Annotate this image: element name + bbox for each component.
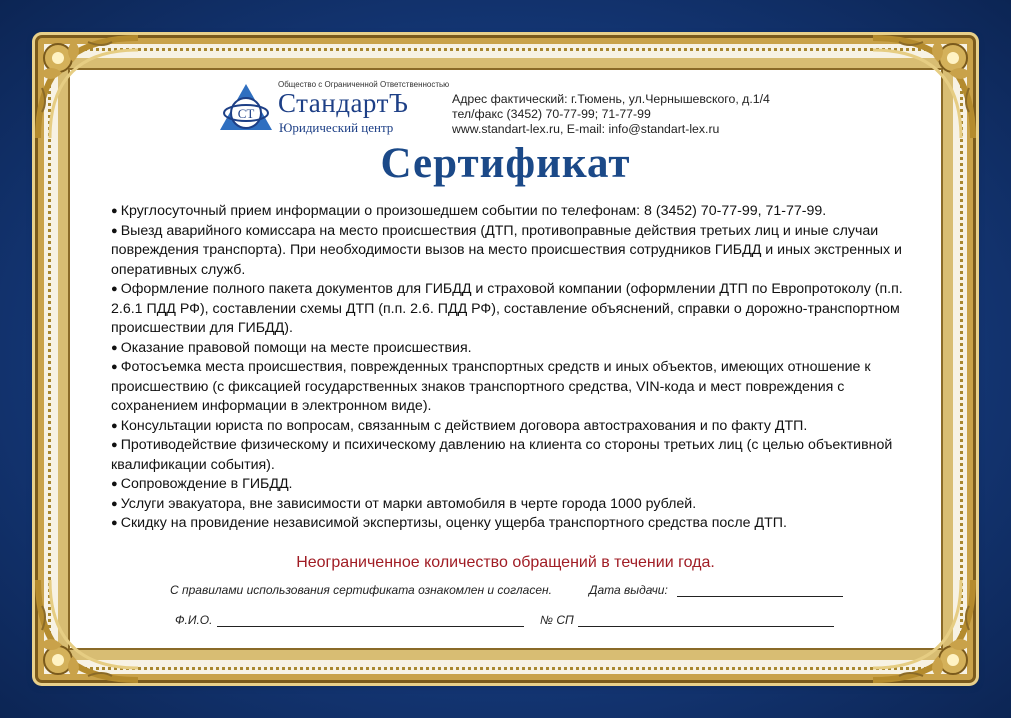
logo-mark-icon xyxy=(218,82,274,134)
fio-label: Ф.И.О. xyxy=(175,613,213,627)
fio-field[interactable] xyxy=(217,626,524,627)
unlimited-requests-notice: Неограниченное количество обращений в течении года. xyxy=(296,554,715,571)
list-item: ● Выезд аварийного комиссара на место происшествия (ДТП, противоправные действия третьих лиц и иные случаи повреждения транспорта). При необходимости вызов на место происшествия сотрудников ГИБДД и иных экстренных и оперативных служб. xyxy=(111,222,911,281)
ornament-corner-icon xyxy=(28,570,148,690)
list-item: ● Услуги эвакуатора, вне зависимости от марки автомобиля в черте города 1000 рублей. xyxy=(111,495,911,515)
list-item: ● Фотосъемка места происшествия, поврежденных транспортных средств и иных объектов, имеющих отношение к происшествию (с фиксацией государственных знаков транспортного средства, VIN-кода и мест повреждения с сохранением информации в электронном виде). xyxy=(111,358,911,417)
services-list xyxy=(111,202,911,534)
ornament-corner-icon xyxy=(28,28,148,148)
list-item: ● Оформление полного пакета документов для ГИБДД и страховой компании (оформлении ДТП по Европротоколу (п.п. 2.6.1 ПДД РФ), составлении схемы ДТП (п.п. 2.6. ПДД РФ), составление объяснений, справки о дорожно-транспортном происшествии для ГИБДД). xyxy=(111,280,911,339)
logo-mark-letters: СТ xyxy=(237,106,255,121)
certificate-number-field[interactable] xyxy=(578,626,834,627)
issue-date-label: Дата выдачи: xyxy=(589,583,668,597)
list-item: ● Круглосуточный прием информации о произошедшем событии по телефонам: 8 (3452) 70-77-99, 71-77-99. xyxy=(111,202,911,222)
list-item: ● Сопровождение в ГИБДД. xyxy=(111,475,911,495)
contact-address: Адрес фактический: г.Тюмень, ул.Чернышевского, д.1/4 xyxy=(452,92,770,106)
agreement-text: С правилами использования сертификата ознакомлен и согласен. xyxy=(170,583,552,597)
logo-legal-form: Общество с Ограниченной Ответственностью xyxy=(278,80,450,89)
logo-subtitle: Юридический центр xyxy=(279,120,394,135)
ornament-corner-icon xyxy=(863,570,983,690)
contact-block xyxy=(452,92,770,137)
ornament-corner-icon xyxy=(863,28,983,148)
list-item: ● Скидку на провидение независимой экспертизы, оценку ущерба транспортного средства после ДТП. xyxy=(111,514,911,534)
contact-web-email: www.standart-lex.ru, E-mail: info@standart-lex.ru xyxy=(452,122,720,136)
logo-company-name: СтандартЪ xyxy=(278,88,409,118)
certificate-title: Сертификат xyxy=(380,140,631,187)
issue-date-field[interactable] xyxy=(677,596,843,597)
contact-phone: тел/факс (3452) 70-77-99; 71-77-99 xyxy=(452,107,651,121)
list-item: ● Консультации юриста по вопросам, связанным с действием договора автострахования и по факту ДТП. xyxy=(111,417,911,437)
company-logo xyxy=(218,80,450,136)
list-item: ● Противодействие физическому и психическому давлению на клиента со стороны третьих лиц (с целью объективной квалификации события). xyxy=(111,436,911,475)
certificate-number-label: № СП xyxy=(540,613,574,627)
list-item: ● Оказание правовой помощи на месте происшествия. xyxy=(111,339,911,359)
